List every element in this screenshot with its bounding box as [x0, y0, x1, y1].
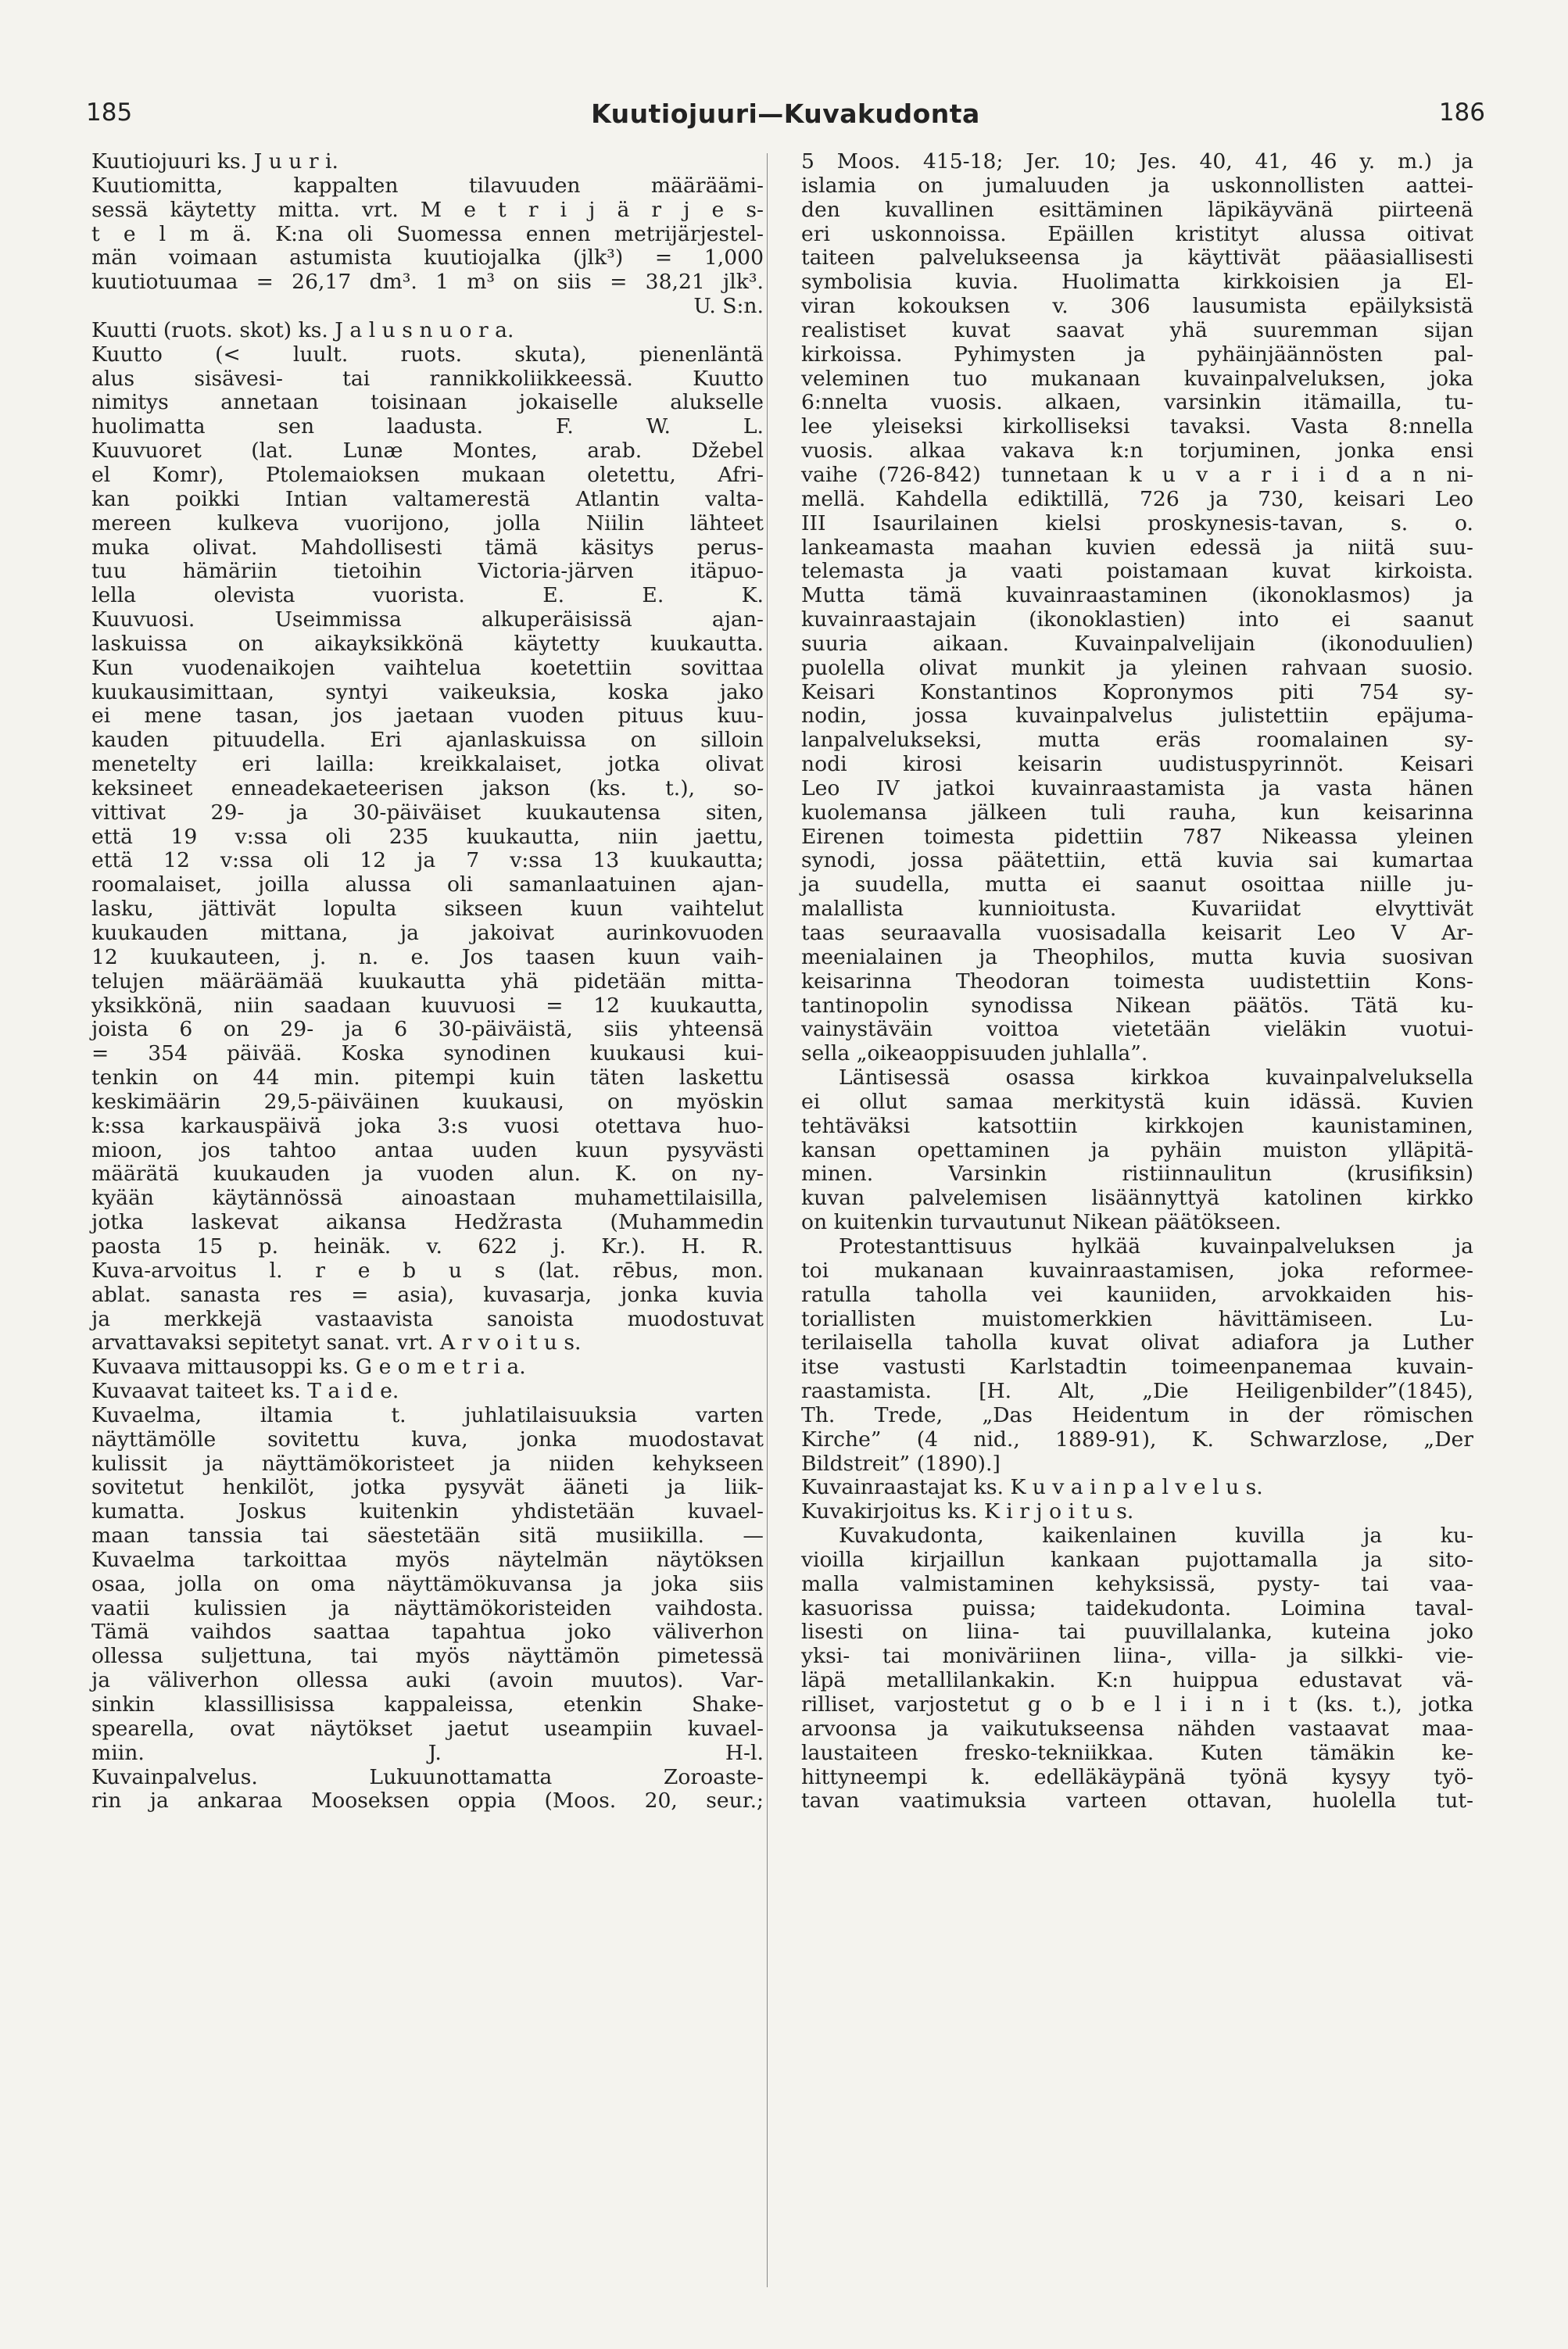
text-line: Läntisessä osassa kirkkoa kuvainpalveluksella [839, 1065, 1473, 1090]
text-line: sessä käytetty mitta. vrt. M e t r i j ä r j e s- [91, 197, 764, 222]
text-line: että 12 v:ssa oli 12 ja 7 v:ssa 13 kuukautta; [91, 848, 764, 873]
text-line: ja suudella, mutta ei saanut osoittaa niille ju- [801, 872, 1473, 897]
text-line: toi mukanaan kuvainraastamisen, joka reformee- [801, 1258, 1473, 1283]
text-line: Kuvainraastajat ks. K u v a i n p a l v e l u s. [801, 1475, 1263, 1500]
text-line: kyään käytännössä ainoastaan muhamettilaisilla, [91, 1186, 764, 1211]
text-line: kuukauden mittana, ja jakoivat aurinkovuoden [91, 921, 764, 945]
text-line: tavan vaatimuksia varteen ottavan, huolella tut- [801, 1789, 1473, 1814]
text-line: Leo IV jatkoi kuvainraastamista ja vasta hänen [801, 775, 1473, 800]
text-line: telemasta ja vaati poistamaan kuvat kirkoista. [801, 559, 1473, 584]
text-line: kulissit ja näyttämökoristeet ja niiden kehykseen [91, 1451, 764, 1476]
text-line: Kuutto (< luult. ruots. skuta), pienenläntä [91, 342, 764, 367]
text-line: roomalaiset, joilla alussa oli samanlaatuinen ajan- [91, 872, 764, 897]
text-line: tehtäväksi katsottiin kirkkojen kaunistaminen, [801, 1113, 1473, 1138]
text-line: el Komr), Ptolemaioksen mukaan oletettu, Afri- [91, 462, 764, 487]
text-line: ei ollut samaa merkitystä kuin idässä. Kuvien [801, 1089, 1473, 1114]
left-column [91, 150, 764, 1814]
text-line: Kuvakirjoitus ks. K i r j o i t u s. [801, 1499, 1134, 1524]
text-line: maan tanssia tai säestetään sitä musiikilla. — [91, 1524, 764, 1549]
text-line: vaatii kulissien ja näyttämökoristeiden vaihdosta. [91, 1595, 764, 1620]
text-line: lankeamasta maahan kuvien edessä ja niitä suu- [801, 535, 1473, 560]
text-line: kirkoissa. Pyhimysten ja pyhäinjäännösten pal- [801, 342, 1473, 367]
text-line: Tämä vaihdos saattaa tapahtua joko väliverhon [91, 1620, 764, 1645]
text-line: toriallisten muistomerkkien hävittämiseen. Lu- [801, 1306, 1473, 1331]
text-line: Kuuvuosi. Useimmissa alkuperäisissä ajan- [91, 607, 764, 632]
text-line: U. S:n. [693, 294, 764, 319]
text-line: islamia on jumaluuden ja uskonnollisten aattei- [801, 173, 1473, 198]
text-line: sovitetut henkilöt, jotka pysyvät ääneti ja liik- [91, 1475, 764, 1500]
text-line: nodi kirosi keisarin uudistuspyrinnöt. Keisari [801, 752, 1473, 777]
text-line: 5 Moos. 415-18; Jer. 10; Jes. 40, 41, 46 y. m.) ja [801, 149, 1473, 174]
right-column [801, 150, 1473, 1814]
text-line: kansan opettaminen ja pyhäin muiston ylläpitä- [801, 1137, 1473, 1162]
text-line: alus sisävesi- tai rannikkoliikkeessä. Kuutto [91, 366, 764, 391]
text-line: vaihe (726-842) tunnetaan k u v a r i i d a n ni- [801, 462, 1473, 487]
text-line: jotka laskevat aikansa Hedžrasta (Muhammedin [91, 1210, 764, 1235]
text-line: kasuorissa puissa; taidekudonta. Loimina taval- [801, 1595, 1473, 1620]
text-line: sella „oikeaoppisuuden juhlalla”. [801, 1041, 1148, 1066]
text-line: suuria aikaan. Kuvainpalvelijain (ikonoduulien) [801, 631, 1473, 656]
text-line: ei mene tasan, jos jaetaan vuoden pituus kuu- [91, 704, 764, 729]
text-line: terilaisella taholla kuvat olivat adiafora ja Luther [801, 1330, 1473, 1355]
text-line: Protestanttisuus hylkää kuvainpalveluksen ja [839, 1234, 1473, 1259]
text-line: huolimatta sen laadusta. F. W. L. [91, 414, 764, 439]
text-line: lella olevista vuorista. E. E. K. [91, 583, 764, 608]
running-title: Kuutiojuuri—Kuvakudonta [591, 98, 980, 129]
text-line: malallista kunnioitusta. Kuvariidat elvyttivät [801, 897, 1473, 922]
text-line: kuvainraastajain (ikonoklastien) into ei saanut [801, 607, 1473, 632]
text-line: kuvan palvelemisen lisäännyttyä katolinen kirkko [801, 1186, 1473, 1211]
text-line: Kuvaelma tarkoittaa myös näytelmän näytöksen [91, 1547, 764, 1572]
text-line: mellä. Kahdella ediktillä, 726 ja 730, keisari Leo [801, 486, 1473, 511]
text-line: näyttämölle sovitettu kuva, jonka muodostavat [91, 1427, 764, 1452]
text-line: veleminen tuo mukanaan kuvainpalveluksen, joka [801, 366, 1473, 391]
page-header [86, 98, 1485, 130]
text-line: kauden pituudella. Eri ajanlaskuissa on silloin [91, 728, 764, 753]
text-line: lasku, jättivät lopulta sikseen kuun vaihtelut [91, 897, 764, 922]
text-line: Bildstreit” (1890).] [801, 1451, 1001, 1476]
text-line: Kuutti (ruots. skot) ks. J a l u s n u o r a. [91, 317, 514, 342]
text-line: että 19 v:ssa oli 235 kuukautta, niin jaettu, [91, 824, 764, 849]
text-line: 12 kuukauteen, j. n. e. Jos taasen kuun vaih- [91, 944, 764, 969]
text-line: Keisari Konstantinos Kopronymos piti 754 sy- [801, 679, 1473, 704]
text-line: vittivat 29- ja 30-päiväiset kuukautensa siten, [91, 800, 764, 825]
text-line: joista 6 on 29- ja 6 30-päiväistä, siis yhteensä [91, 1017, 764, 1042]
text-line: nimitys annetaan toisinaan jokaiselle alukselle [91, 390, 764, 415]
page-number-right: 186 [1438, 98, 1485, 127]
text-line: nodin, jossa kuvainpalvelus julistettiin epäjuma- [801, 704, 1473, 729]
text-line: 6:nnelta vuosis. alkaen, varsinkin itämailla, tu- [801, 390, 1473, 415]
text-line: ollessa suljettuna, tai myös näyttämön pimetessä [91, 1644, 764, 1669]
text-line: ablat. sanasta res = asia), kuvasarja, jonka kuvia [91, 1282, 764, 1307]
text-line: menetelty eri lailla: kreikkalaiset, jotka olivat [91, 752, 764, 777]
text-line: meenialainen ja Theophilos, mutta kuvia suosivan [801, 944, 1473, 969]
text-line: taas seuraavalla vuosisadalla keisarit Leo V Ar- [801, 921, 1473, 945]
text-line: on kuitenkin turvautunut Nikean päätökseen. [801, 1210, 1282, 1235]
text-line: vuosis. alkaa vakava k:n torjuminen, jonka ensi [801, 439, 1473, 464]
text-line: viran kokouksen v. 306 lausumista epäilyksistä [801, 294, 1473, 319]
text-line: kumatta. Joskus kuitenkin yhdistetään kuvael- [91, 1499, 764, 1524]
text-line: = 354 päivää. Koska synodinen kuukausi kui- [91, 1041, 764, 1066]
text-line: arvoonsa ja vaikutukseensa nähden vastaavat maa- [801, 1716, 1473, 1741]
text-line: tuu hämäriin tietoihin Victoria-järven itäpuo- [91, 559, 764, 584]
text-line: Kuvakudonta, kaikenlainen kuvilla ja ku- [839, 1524, 1473, 1549]
text-line: Kuutiojuuri ks. J u u r i. [91, 149, 338, 174]
text-line: symbolisia kuvia. Huolimatta kirkkoisien ja El- [801, 270, 1473, 295]
text-line: eri uskonnoissa. Epäillen kristityt alussa oitivat [801, 221, 1473, 246]
text-line: taiteen palvelukseensa ja käyttivät pääasiallisesti [801, 245, 1473, 270]
text-line: ratulla taholla vei kauniiden, arvokkaiden his- [801, 1282, 1473, 1307]
text-line: malla valmistaminen kehyksissä, pysty- tai vaa- [801, 1571, 1473, 1596]
text-line: kan poikki Intian valtamerestä Atlantin valta- [91, 486, 764, 511]
text-line: kuutiotuumaa = 26,17 dm³. 1 m³ on siis = 38,21 jlk³. [91, 270, 764, 295]
text-line: rilliset, varjostetut g o b e l i i n i t (ks. t.), jotka [801, 1692, 1473, 1717]
text-line: yksikkönä, niin saadaan kuuvuosi = 12 kuukautta, [91, 993, 764, 1018]
text-line: laustaiteen fresko-tekniikkaa. Kuten tämäkin ke- [801, 1740, 1473, 1765]
text-line: lee yleiseksi kirkolliseksi tavaksi. Vasta 8:nnella [801, 414, 1473, 439]
text-line: keksineet enneadekaeteerisen jakson (ks. t.), so- [91, 775, 764, 800]
text-line: Eirenen toimesta pidettiin 787 Nikeassa yleinen [801, 824, 1473, 849]
text-line: tantinopolin synodissa Nikean päätös. Tätä ku- [801, 993, 1473, 1018]
text-line: rin ja ankaraa Mooseksen oppia (Moos. 20, seur.; [91, 1789, 764, 1814]
text-line: telujen määräämää kuukautta yhä pidetään mitta- [91, 969, 764, 994]
text-line: paosta 15 p. heinäk. v. 622 j. Kr.). H. R. [91, 1234, 764, 1259]
text-line: miin. J. H-l. [91, 1740, 764, 1765]
text-line: Kuvaava mittausoppi ks. G e o m e t r i a. [91, 1355, 526, 1380]
text-line: Kuvaelma, iltamia t. juhlatilaisuuksia varten [91, 1402, 764, 1427]
text-line: arvattavaksi sepitetyt sanat. vrt. A r v o i t u s. [91, 1330, 582, 1355]
text-line: k:ssa karkauspäivä joka 3:s vuosi otettava huo- [91, 1113, 764, 1138]
page-number-left: 185 [86, 98, 133, 127]
text-line: vainystäväin voittoa vietetään vieläkin vuotui- [801, 1017, 1473, 1042]
text-line: Mutta tämä kuvainraastaminen (ikonoklasmos) ja [801, 583, 1473, 608]
text-line: lanpalvelukseksi, mutta eräs roomalainen sy- [801, 728, 1473, 753]
text-line: Kuva-arvoitus l. r e b u s (lat. rēbus, mon. [91, 1258, 764, 1283]
text-line: Kuutiomitta, kappalten tilavuuden määräämi- [91, 173, 764, 198]
text-line: Kuuvuoret (lat. Lunæ Montes, arab. Džebel [91, 439, 764, 464]
text-line: mioon, jos tahtoo antaa uuden kuun pysyvästi [91, 1137, 764, 1162]
text-line: puolella olivat munkit ja yleinen rahvaan suosio. [801, 655, 1473, 680]
text-line: minen. Varsinkin ristiinnaulitun (krusifiksin) [801, 1162, 1473, 1187]
text-line: laskuissa on aikayksikkönä käytetty kuukautta. [91, 631, 764, 656]
text-line: lisesti on liina- tai puuvillalanka, kuteina joko [801, 1620, 1473, 1645]
text-line: yksi- tai moniväriinen liina-, villa- ja silkki- vie- [801, 1644, 1473, 1669]
text-line: den kuvallinen esittäminen läpikäyvänä piirteenä [801, 197, 1473, 222]
text-line: sinkin klassillisissa kappaleissa, etenkin Shake- [91, 1692, 764, 1717]
text-line: hittyneempi k. edelläkäypänä työnä kysyy työ- [801, 1764, 1473, 1789]
text-line: osaa, jolla on oma näyttämökuvansa ja joka siis [91, 1571, 764, 1596]
text-line: ja merkkejä vastaavista sanoista muodostuvat [91, 1306, 764, 1331]
text-line: Kun vuodenaikojen vaihtelua koetettiin sovittaa [91, 655, 764, 680]
text-line: mereen kulkeva vuorijono, jolla Niilin lähteet [91, 510, 764, 535]
text-line: Kuvaavat taiteet ks. T a i d e. [91, 1379, 399, 1404]
text-line: kuukausimittaan, syntyi vaikeuksia, koska jako [91, 679, 764, 704]
text-line: t e l m ä. K:na oli Suomessa ennen metrijärjestel- [91, 221, 764, 246]
text-line: raastamista. [H. Alt, „Die Heiligenbilder”(1845), [801, 1379, 1473, 1404]
text-line: III Isaurilainen kielsi proskynesis-tavan, s. o. [801, 510, 1473, 535]
text-line: realistiset kuvat saavat yhä suuremman sijan [801, 317, 1473, 342]
text-line: itse vastusti Karlstadtin toimeenpanemaa kuvain- [801, 1355, 1473, 1380]
text-line: män voimaan astumista kuutiojalka (jlk³) = 1,000 [91, 245, 764, 270]
text-line: synodi, jossa päätettiin, että kuvia sai kumartaa [801, 848, 1473, 873]
text-line: läpä metallilankakin. K:n huippua edustavat vä- [801, 1668, 1473, 1693]
text-line: Kirche” (4 nid., 1889-91), K. Schwarzlose, „Der [801, 1427, 1473, 1452]
text-line: tenkin on 44 min. pitempi kuin täten laskettu [91, 1065, 764, 1090]
column-divider [767, 153, 768, 2287]
text-line: määrätä kuukauden ja vuoden alun. K. on ny- [91, 1162, 764, 1187]
text-line: spearella, ovat näytökset jaetut useampiin kuvael- [91, 1716, 764, 1741]
text-line: keisarinna Theodoran toimesta uudistettiin Kons- [801, 969, 1473, 994]
text-line: vioilla kirjaillun kankaan pujottamalla ja sito- [801, 1547, 1473, 1572]
text-line: ja väliverhon ollessa auki (avoin muutos). Var- [91, 1668, 764, 1693]
text-line: keskimäärin 29,5-päiväinen kuukausi, on myöskin [91, 1089, 764, 1114]
text-line: muka olivat. Mahdollisesti tämä käsitys perus- [91, 535, 764, 560]
text-line: kuolemansa jälkeen tuli rauha, kun keisarinna [801, 800, 1473, 825]
text-line: Kuvainpalvelus. Lukuunottamatta Zoroaste- [91, 1764, 764, 1789]
text-line: Th. Trede, „Das Heidentum in der römischen [801, 1402, 1473, 1427]
